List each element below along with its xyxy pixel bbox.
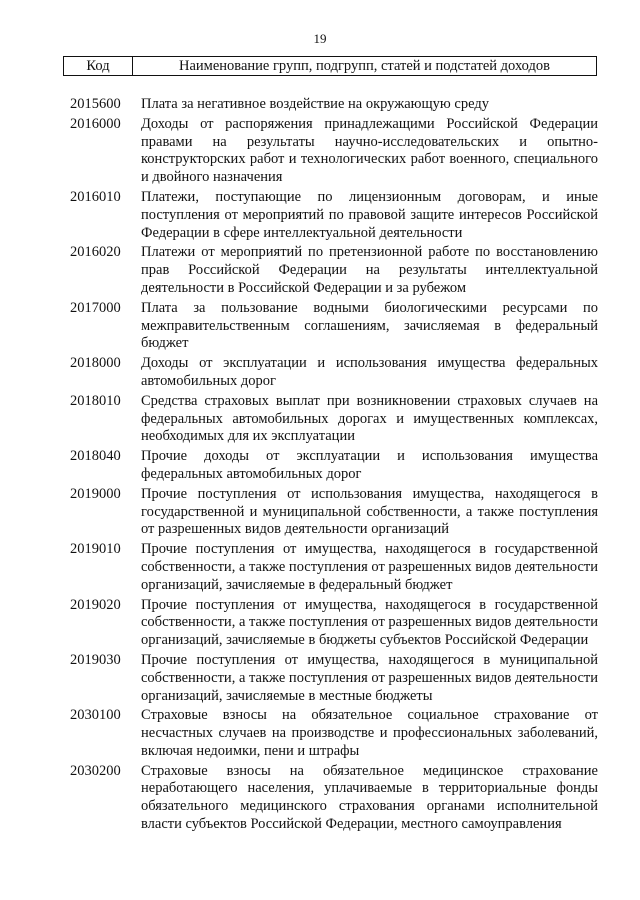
table-row: [62, 355, 598, 391]
row-name: Прочие поступления от использования имущества, находящегося в государственной и муниципальной собственности, а также поступления от разрешенных видов деятельности организаций: [141, 485, 598, 538]
row-name: Доходы от распоряжения принадлежащими Российской Федерации правами на результаты научно-исследовательских и опытно-конструкторских работ и технологических работ военного, специального и двойного назначения: [141, 115, 598, 186]
row-code: 2018040: [70, 448, 121, 465]
row-name: Платежи от мероприятий по претензионной работе по восстановлению прав Российской Федерации на результаты интеллектуальной деятельности в Российской Федерации и за рубежом: [141, 244, 598, 296]
table-row: [62, 116, 598, 187]
row-code: 2016010: [70, 188, 121, 205]
row-name: Средства страховых выплат при возникновении страховых случаев на федеральных автомобильных дорогах и имущественных комплексах, необходимых для их эксплуатации: [141, 392, 598, 445]
row-name: Прочие поступления от имущества, находящегося в государственной собственности, а также поступления от разрешенных видов деятельности организаций, зачисляемые в федеральный бюджет: [141, 541, 598, 593]
row-name: Плата за негативное воздействие на окружающую среду: [141, 96, 489, 112]
table-row: [62, 244, 598, 297]
row-name: Страховые взносы на обязательное медицинское страхование неработающего населения, уплачиваемые в территориальные фонды обязательного медицинского страхования органами исполнительной власти субъектов Российской Федерации, местного самоуправления: [141, 762, 598, 833]
row-code: 2019020: [70, 596, 121, 613]
row-code: 2030200: [70, 762, 121, 779]
table-row: [62, 96, 598, 114]
row-code: 2015600: [70, 96, 121, 112]
row-name: Платежи, поступающие по лицензионным договорам, и иные поступления от мероприятий по правовой защите интересов Российской Федерации в сфере интеллектуальной деятельности: [141, 188, 598, 241]
table-row: [62, 652, 598, 705]
row-code: 2018010: [70, 392, 121, 409]
row-name: Доходы от эксплуатации и использования имущества федеральных автомобильных дорог: [141, 355, 598, 389]
table-row: [62, 707, 598, 760]
row-name: Прочие доходы от эксплуатации и использования имущества федеральных автомобильных дорог: [141, 448, 598, 482]
row-code: 2019030: [70, 651, 121, 668]
header-name-label: Наименование групп, подгрупп, статей и подстатей доходов: [179, 58, 550, 74]
table-row: [62, 393, 598, 446]
row-code: 2018000: [70, 355, 121, 372]
page-number: 19: [313, 31, 327, 46]
table-row: [62, 486, 598, 539]
table-row: [62, 763, 598, 834]
table-row: [62, 597, 598, 650]
row-code: 2019010: [70, 541, 121, 558]
row-code: 2016020: [70, 244, 121, 261]
row-name: Прочие поступления от имущества, находящегося в муниципальной собственности, а также поступления от разрешенных видов деятельности организаций, зачисляемые в местные бюджеты: [141, 651, 598, 704]
row-code: 2030100: [70, 707, 121, 724]
table-header: [63, 56, 597, 76]
header-code-label: Код: [64, 57, 133, 75]
row-name: Страховые взносы на обязательное социальное страхование от несчастных случаев на производстве и профессиональных заболеваний, включая недоимки, пени и штрафы: [141, 707, 598, 759]
row-name: Плата за пользование водными биологическими ресурсами по межправительственным соглашениям, зачисляемая в федеральный бюджет: [141, 299, 598, 352]
row-name: Прочие поступления от имущества, находящегося в государственной собственности, а также поступления от разрешенных видов деятельности организаций, зачисляемые в бюджеты субъектов Российской Федерации: [141, 596, 598, 649]
row-code: 2016000: [70, 115, 121, 132]
row-code: 2019000: [70, 485, 121, 502]
table-row: [62, 448, 598, 484]
row-code: 2017000: [70, 299, 121, 316]
table-row: [62, 300, 598, 353]
table-row: [62, 541, 598, 594]
table-row: [62, 189, 598, 242]
table-body: [62, 96, 598, 836]
